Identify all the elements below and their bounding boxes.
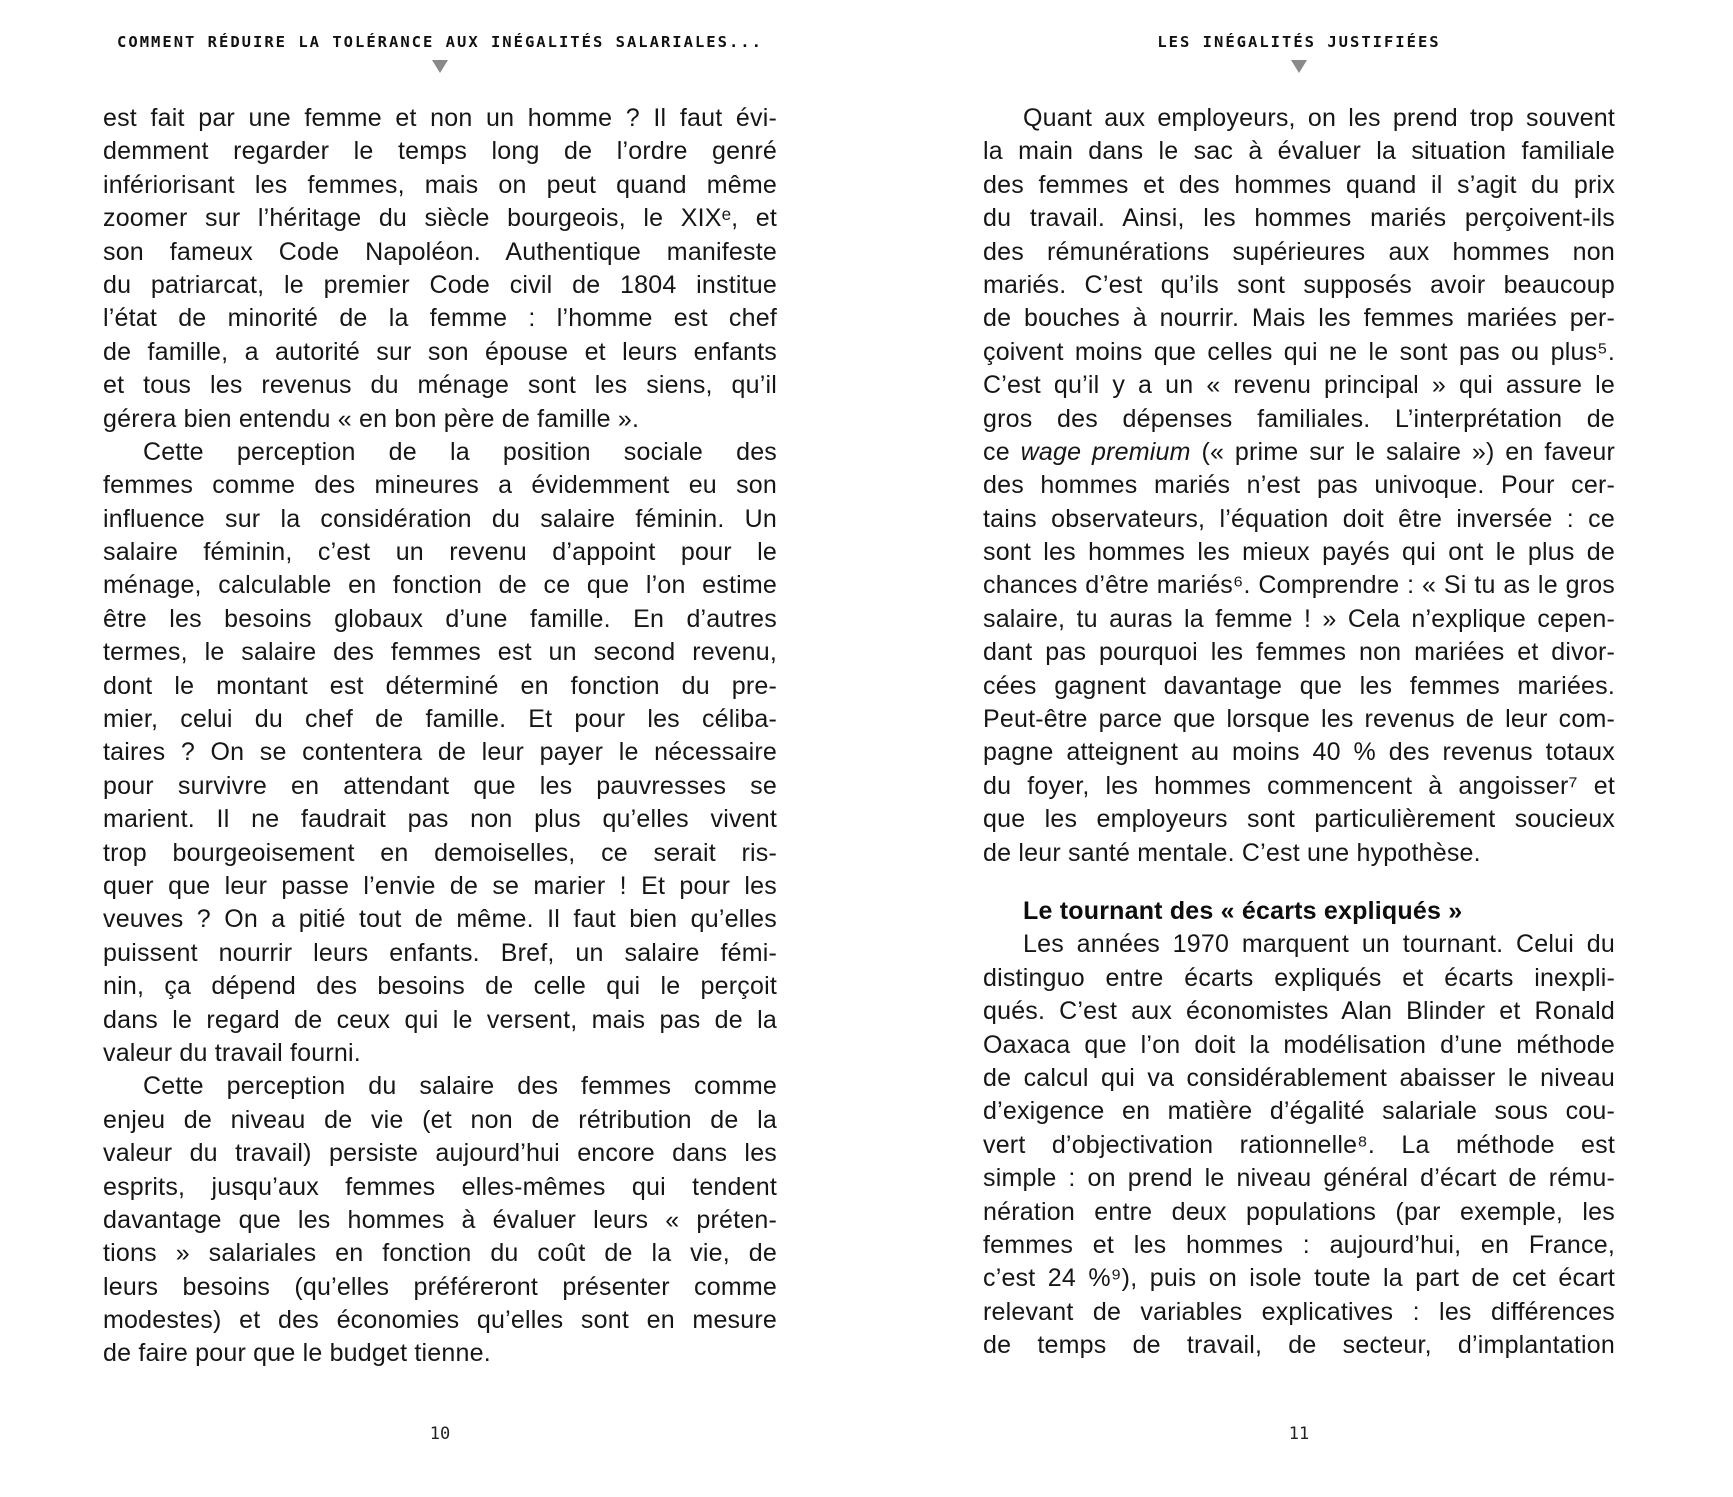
text-line: quer que leur passe l’envie de se marier ! Et pour les — [103, 871, 777, 900]
text-line: dant pas pourquoi les femmes non mariées et divor- — [983, 638, 1615, 667]
text-line: l’état de minorité de la femme : l’homme est chef — [103, 304, 777, 333]
italic-text-segment: wage premium — [1020, 437, 1191, 466]
text-line: que les employeurs sont particulièrement soucieux — [983, 805, 1615, 834]
text-line: mier, celui du chef de famille. Et pour les céliba- — [103, 705, 777, 734]
text-line: termes, le salaire des femmes est un second revenu, — [103, 638, 777, 667]
text-line: pagne atteignent au moins 40 % des revenus totaux — [983, 738, 1615, 767]
text-line: gros des dépenses familiales. L’interprétation de — [983, 404, 1615, 433]
text-line: ménage, calculable en fonction de ce que l’on estime — [103, 571, 777, 600]
text-line: Quant aux employeurs, on les prend trop souvent — [1023, 104, 1615, 132]
text-line: est fait par une femme et non un homme ? Il faut évi- — [103, 104, 777, 132]
text-line: esprits, jusqu’aux femmes elles-mêmes qui tendent — [103, 1172, 777, 1201]
text-line: du travail. Ainsi, les hommes mariés perçoivent-ils — [983, 204, 1615, 233]
text-line: Les années 1970 marquent un tournant. Celui du — [1023, 930, 1615, 959]
text-line: trop bourgeoisement en demoiselles, ce serait ris- — [103, 838, 777, 867]
text-line: et tous les revenus du ménage sont les siens, qu’il — [103, 371, 777, 400]
text-line: valeur du travail) persiste aujourd’hui encore dans les — [103, 1139, 777, 1168]
text-line: de temps de travail, de secteur, d’implantation — [983, 1331, 1615, 1360]
text-line: puissent nourrir leurs enfants. Bref, un salaire fémi- — [103, 938, 777, 967]
right-page-number: 11 — [1288, 1424, 1310, 1444]
text-line: infériorisant les femmes, mais on peut quand même — [103, 170, 777, 199]
text-line: davantage que les hommes à évaluer leurs « préten- — [103, 1205, 777, 1234]
text-line: nération entre deux populations (par exemple, les — [983, 1197, 1615, 1226]
text-line: mariés. C’est qu’ils sont supposés avoir beaucoup — [983, 270, 1615, 299]
text-line: sont les hommes les mieux payés qui ont le plus de — [983, 538, 1615, 567]
left-page-body-text — [103, 102, 777, 1371]
text-line: Oaxaca que l’on doit la modélisation d’une méthode — [983, 1030, 1615, 1059]
text-line: leurs besoins (qu’elles préféreront présenter comme — [103, 1272, 777, 1301]
text-line: çoivent moins que celles qui ne le sont pas ou plus⁵. — [983, 337, 1615, 366]
text-line — [983, 436, 1615, 469]
text-line: femmes et les hommes : aujourd’hui, en France, — [983, 1230, 1615, 1259]
text-line: tions » salariales en fonction du coût de la vie, de — [103, 1239, 777, 1268]
text-line: de leur santé mentale. C’est une hypothèse. — [983, 838, 1481, 867]
right-page-body-text — [983, 102, 1615, 1362]
text-line: qués. C’est aux économistes Alan Blinder et Ronald — [983, 997, 1615, 1026]
text-line: relevant de variables explicatives : les différences — [983, 1297, 1615, 1326]
text-line: dont le montant est déterminé en fonction du pre- — [103, 671, 777, 700]
down-triangle-icon — [432, 60, 448, 73]
text-line: gérera bien entendu « en bon père de famille ». — [103, 404, 640, 433]
text-line: Cette perception du salaire des femmes comme — [143, 1072, 777, 1101]
text-line: de famille, a autorité sur son épouse et leurs enfants — [103, 337, 777, 366]
text-line: influence sur la considération du salaire féminin. Un — [103, 504, 777, 533]
section-heading: Le tournant des « écarts expliqués » — [1023, 896, 1463, 925]
text-line: de calcul qui va considérablement abaisser le niveau — [983, 1063, 1615, 1092]
text-line: tains observateurs, l’équation doit être inversée : ce — [983, 504, 1615, 533]
text-line: demment regarder le temps long de l’ordre genré — [103, 137, 777, 166]
text-line: vert d’objectivation rationnelle⁸. La méthode est — [983, 1130, 1615, 1159]
text-segment: (« prime sur le salaire ») en faveur — [1190, 437, 1615, 466]
left-page — [0, 0, 866, 1497]
text-line: des rémunérations supérieures aux hommes non — [983, 237, 1615, 266]
right-page-column — [983, 0, 1615, 1362]
text-line: simple : on prend le niveau général d’écart de rému- — [983, 1164, 1615, 1193]
text-line: nin, ça dépend des besoins de celle qui le perçoit — [103, 972, 777, 1001]
text-line: Peut-être parce que lorsque les revenus de leur com- — [983, 705, 1615, 734]
down-triangle-icon — [1291, 60, 1307, 73]
text-line: la main dans le sac à évaluer la situation familiale — [983, 137, 1615, 166]
right-running-header: LES INÉGALITÉS JUSTIFIÉES — [1157, 33, 1441, 51]
text-line: salaire féminin, c’est un revenu d’appoint pour le — [103, 538, 777, 567]
text-line: marient. Il ne faudrait pas non plus qu’elles vivent — [103, 805, 777, 834]
text-line: son fameux Code Napoléon. Authentique manifeste — [103, 237, 777, 266]
text-line: distinguo entre écarts expliqués et écarts inexpli- — [983, 963, 1615, 992]
text-line: taires ? On se contentera de leur payer le nécessaire — [103, 738, 777, 767]
text-line: de faire pour que le budget tienne. — [103, 1339, 491, 1368]
text-line: zoomer sur l’héritage du siècle bourgeois, le XIXᵉ, et — [103, 204, 777, 233]
text-line: veuves ? On a pitié tout de même. Il faut bien qu’elles — [103, 905, 777, 934]
left-page-column — [103, 0, 777, 1371]
text-line: c’est 24 %⁹), puis on isole toute la part de cet écart — [983, 1264, 1615, 1293]
text-line: enjeu de niveau de vie (et non de rétribution de la — [103, 1105, 777, 1134]
text-line: cées gagnent davantage que les femmes mariées. — [983, 671, 1615, 700]
text-line: chances d’être mariés⁶. Comprendre : « Si tu as le gros — [983, 571, 1615, 600]
text-line: du patriarcat, le premier Code civil de 1804 institue — [103, 270, 777, 299]
text-line: des hommes mariés n’est pas univoque. Pour cer- — [983, 471, 1615, 500]
text-line: être les besoins globaux d’une famille. En d’autres — [103, 604, 777, 633]
text-line: Cette perception de la position sociale des — [143, 437, 777, 466]
text-line: des femmes et des hommes quand il s’agit du prix — [983, 170, 1615, 199]
right-page — [866, 0, 1733, 1497]
text-line: du foyer, les hommes commencent à angoisser⁷ et — [983, 771, 1615, 800]
text-line: pour survivre en attendant que les pauvresses se — [103, 771, 777, 800]
text-line: de bouches à nourrir. Mais les femmes mariées per- — [983, 304, 1615, 333]
text-segment: ce — [983, 437, 1021, 466]
text-line: valeur du travail fourni. — [103, 1038, 361, 1067]
text-line: femmes comme des mineures a évidemment eu son — [103, 471, 777, 500]
text-line: modestes) et des économies qu’elles sont en mesure — [103, 1306, 777, 1335]
text-line: C’est qu’il y a un « revenu principal » qui assure le — [983, 371, 1615, 400]
text-line: salaire, tu auras la femme ! » Cela n’explique cepen- — [983, 604, 1615, 633]
left-page-number: 10 — [429, 1424, 451, 1444]
text-line: d’exigence en matière d’égalité salariale sous cou- — [983, 1097, 1615, 1126]
left-running-header: COMMENT RÉDUIRE LA TOLÉRANCE AUX INÉGALITÉS SALARIALES... — [117, 33, 763, 51]
text-line: dans le regard de ceux qui le versent, mais pas de la — [103, 1005, 777, 1034]
